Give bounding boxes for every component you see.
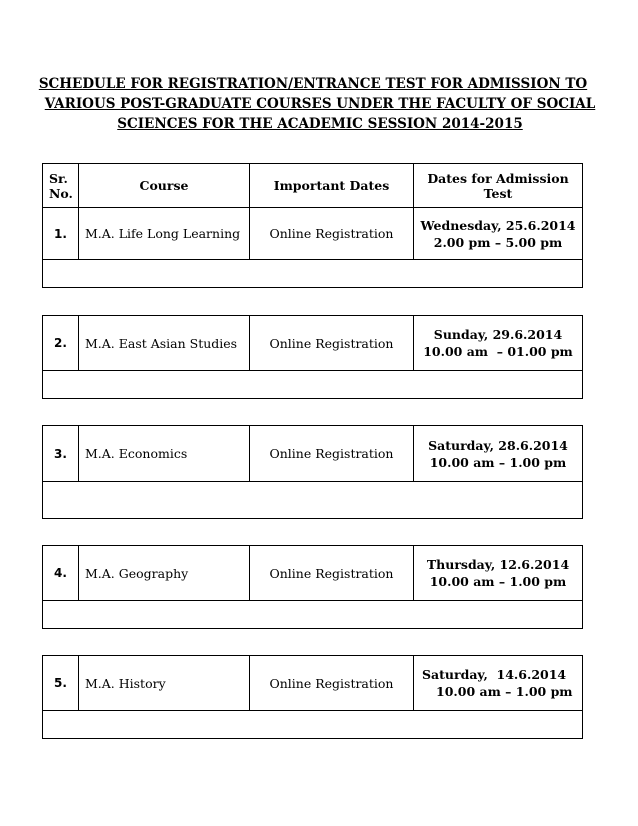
row-course: M.A. East Asian Studies	[79, 316, 250, 371]
row-time: 10.00 am – 01.00 pm	[423, 344, 573, 359]
row-time: 2.00 pm – 5.00 pm	[433, 234, 563, 250]
schedule-table-block-1	[42, 163, 583, 288]
table-empty-row	[43, 260, 583, 288]
header-sr-line1: Sr.	[49, 170, 68, 186]
row-date: Thursday, 12.6.2014	[426, 557, 570, 572]
row-sr: 4.	[43, 546, 79, 601]
header-sr-no	[43, 164, 79, 208]
row-time: 10.00 am – 1.00 pm	[429, 574, 567, 589]
title-line-3: SCIENCES FOR THE ACADEMIC SESSION 2014-2015	[117, 116, 523, 132]
row-course: M.A. Life Long Learning	[79, 208, 250, 260]
empty-cell	[43, 371, 583, 399]
table-row	[43, 546, 583, 601]
table-header-row	[43, 164, 583, 208]
row-admission-date	[414, 546, 583, 601]
row-sr: 5.	[43, 656, 79, 711]
table-empty-row	[43, 711, 583, 739]
row-important-dates: Online Registration	[250, 426, 414, 482]
title-line-2: VARIOUS POST-GRADUATE COURSES UNDER THE FACULTY OF SOCIAL	[44, 96, 596, 112]
schedule-table-block-2	[42, 315, 583, 399]
header-admission-line2: Test	[483, 185, 513, 201]
schedule-table-block-5	[42, 655, 583, 739]
empty-cell	[43, 601, 583, 629]
row-date: Saturday, 14.6.2014	[422, 667, 567, 682]
row-admission-date	[414, 656, 583, 711]
row-sr: 3.	[43, 426, 79, 482]
row-admission-date	[414, 208, 583, 260]
table-row	[43, 656, 583, 711]
header-admission-line1: Dates for Admission	[427, 170, 569, 186]
row-date: Wednesday, 25.6.2014	[420, 217, 576, 233]
empty-cell	[43, 482, 583, 519]
table-empty-row	[43, 482, 583, 519]
row-admission-date	[414, 316, 583, 371]
row-important-dates: Online Registration	[250, 208, 414, 260]
row-important-dates: Online Registration	[250, 546, 414, 601]
schedule-table-block-3	[42, 425, 583, 519]
row-time: 10.00 am – 1.00 pm	[436, 684, 573, 699]
header-important-dates: Important Dates	[250, 164, 414, 208]
row-admission-date	[414, 426, 583, 482]
row-sr: 2.	[43, 316, 79, 371]
row-time: 10.00 am – 1.00 pm	[429, 454, 567, 470]
document-title	[40, 74, 600, 134]
table-row	[43, 208, 583, 260]
title-line-1: SCHEDULE FOR REGISTRATION/ENTRANCE TEST FOR ADMISSION TO	[38, 76, 588, 92]
row-course: M.A. History	[79, 656, 250, 711]
empty-cell	[43, 260, 583, 288]
schedule-table-block-4	[42, 545, 583, 629]
table-row	[43, 316, 583, 371]
row-course: M.A. Geography	[79, 546, 250, 601]
header-course: Course	[79, 164, 250, 208]
header-sr-line2: No.	[49, 185, 73, 201]
row-important-dates: Online Registration	[250, 316, 414, 371]
row-date: Saturday, 28.6.2014	[428, 437, 568, 453]
row-course: M.A. Economics	[79, 426, 250, 482]
header-admission-dates	[414, 164, 583, 208]
row-important-dates: Online Registration	[250, 656, 414, 711]
table-row	[43, 426, 583, 482]
row-sr: 1.	[43, 208, 79, 260]
row-date: Sunday, 29.6.2014	[433, 327, 563, 342]
empty-cell	[43, 711, 583, 739]
table-empty-row	[43, 371, 583, 399]
table-empty-row	[43, 601, 583, 629]
